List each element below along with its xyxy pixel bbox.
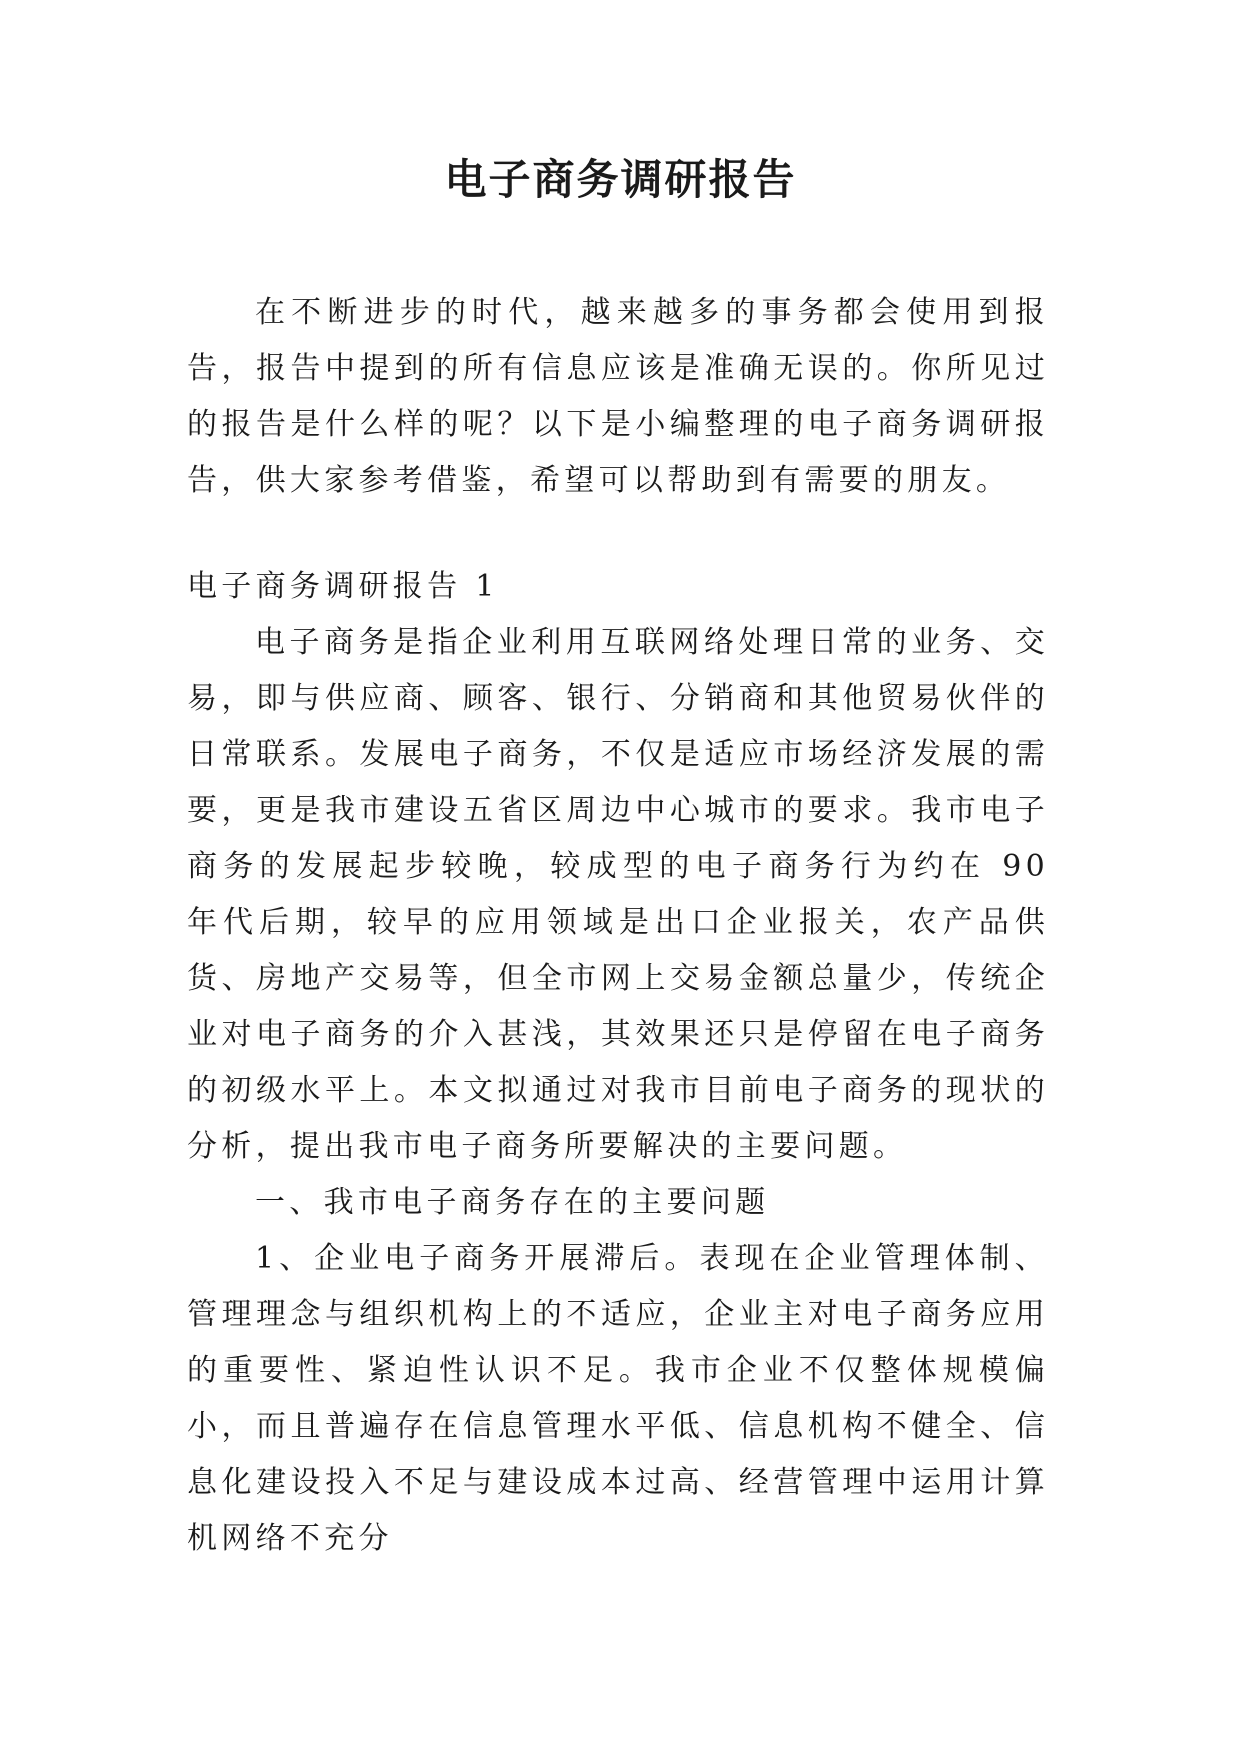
intro-paragraph: 在不断进步的时代，越来越多的事务都会使用到报告，报告中提到的所有信息应该是准确无误的。你所见过的报告是什么样的呢？以下是小编整理的电子商务调研报告，供大家参考借鉴，希望可以帮助到有需要的朋友。: [187, 295, 1049, 498]
document-body: [187, 285, 1049, 1567]
section-heading: 一、我市电子商务存在的主要问题: [255, 1185, 770, 1220]
body-paragraph: 电子商务是指企业利用互联网络处理日常的业务、交易，即与供应商、顾客、银行、分销商和其他贸易伙伴的日常联系。发展电子商务，不仅是适应市场经济发展的需要，更是我市建设五省区周边中心城市的要求。我市电子商务的发展起步较晚，较成型的电子商务行为约在 90 年代后期，较早的应用领域是出口企业报关，农产品供货、房地产交易等，但全市网上交易金额总量少，传统企业对电子商务的介入甚浅，其效果还只是停留在电子商务的初级水平上。本文拟通过对我市目前电子商务的现状的分析，提出我市电子商务所要解决的主要问题。: [187, 625, 1049, 1164]
section-title: 电子商务调研报告 1: [187, 569, 499, 604]
document-title: 电子商务调研报告: [444, 155, 797, 204]
body-paragraph: 1、企业电子商务开展滞后。表现在企业管理体制、管理理念与组织机构上的不适应，企业主对电子商务应用的重要性、紧迫性认识不足。我市企业不仅整体规模偏小，而且普遍存在信息管理水平低、信息机构不健全、信息化建设投入不足与建设成本过高、经营管理中运用计算机网络不充分: [187, 1241, 1049, 1556]
